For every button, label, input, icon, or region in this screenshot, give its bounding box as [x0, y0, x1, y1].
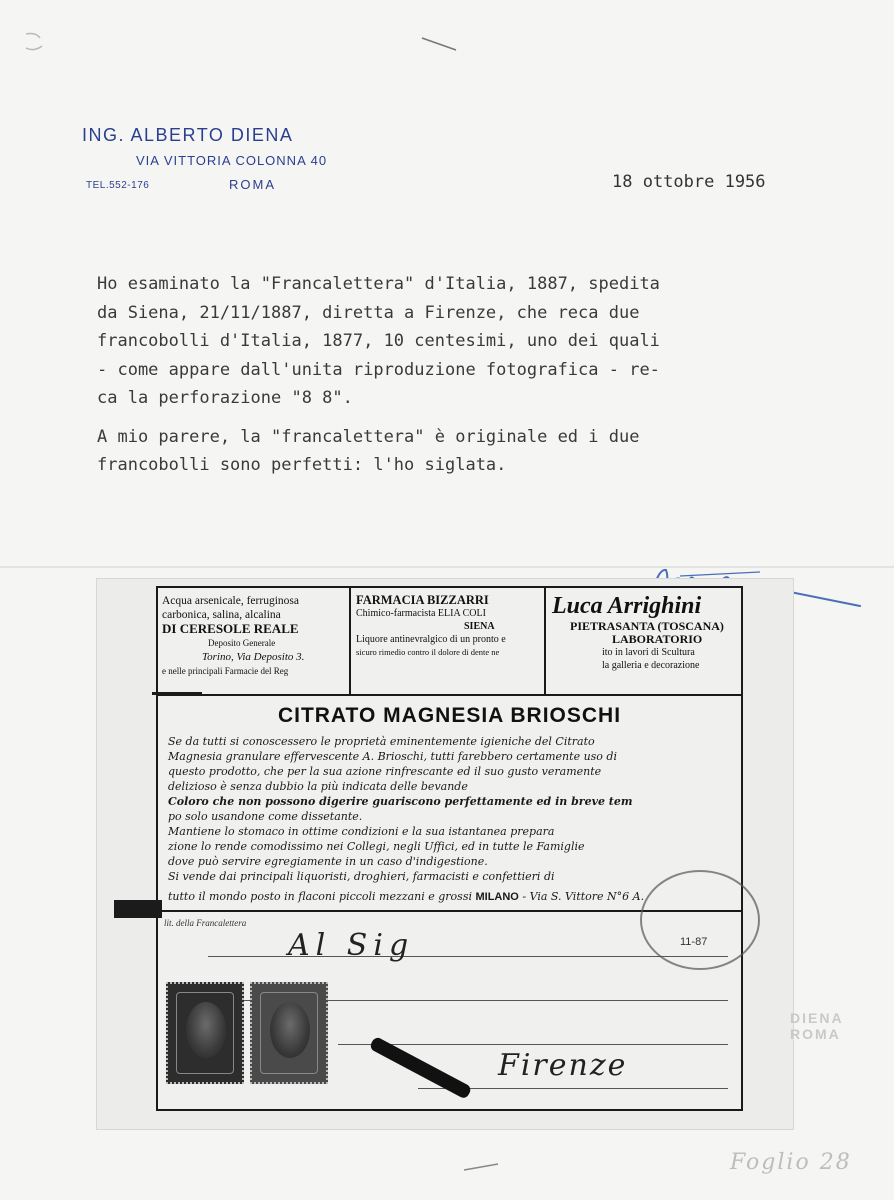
ad-line: Magnesia granulare effervescente A. Brioschi, tutti farebbero certamente uso di — [168, 750, 617, 763]
ad-bizzarri — [351, 588, 546, 694]
ad-line: la galleria e decorazione — [602, 660, 700, 671]
addressee: Al Sig — [288, 928, 415, 963]
ad-line: FARMACIA BIZZARRI — [356, 593, 489, 607]
ad-line: Liquore antinevralgico di un pronto e — [356, 634, 506, 645]
ad-footer-text: tutto il mondo posto in flaconi piccoli mezzani e grossi — [168, 890, 472, 903]
ad-line: Chimico-farmacista ELIA COLI — [356, 608, 486, 619]
text-line: ca la perforazione "8 8". — [97, 388, 353, 408]
pencil-dash-icon — [420, 34, 460, 54]
text-line: A mio parere, la "francalettera" è originale ed i due — [97, 426, 640, 447]
ad-line: DI CERESOLE REALE — [162, 621, 299, 636]
text-line: francobolli d'Italia, 1877, 10 centesimi, uno dei quali — [97, 331, 660, 351]
pencil-dash-icon — [462, 1160, 502, 1176]
letterhead-city: ROMA — [229, 177, 276, 192]
ad-line: Mantiene lo stomaco in ottime condizioni e la sua istantanea prepara — [168, 825, 555, 838]
ad-footer-brand: MILANO — [475, 891, 519, 903]
ad-line: po solo usandone come dissetante. — [168, 810, 363, 823]
letterhead-address: VIA VITTORIA COLONNA 40 — [136, 153, 328, 168]
paragraph-1 — [97, 270, 817, 413]
postmark-date: 11-87 — [680, 936, 708, 948]
text-line: - come appare dall'unita riproduzione fotografica - re- — [97, 359, 660, 380]
ad-line: delizioso è senza dubbio la più indicata delle bevande — [168, 780, 468, 793]
postmark-icon — [640, 870, 760, 970]
paragraph-2 — [97, 423, 817, 480]
ad-line: Acqua arsenicale, ferruginosa — [162, 595, 299, 607]
corner-mark-icon — [22, 30, 46, 54]
ad-footer-addr: - Via S. Vittore N°6 A. — [522, 890, 645, 903]
ad-line: Luca Arrighini — [552, 593, 702, 619]
stamp-10-centesimi-perforated — [250, 982, 328, 1084]
ad-line: Si vende dai principali liquoristi, droghieri, farmacisti e confettieri di — [168, 870, 555, 883]
brioschi-title: CITRATO MAGNESIA BRIOSCHI — [277, 704, 622, 727]
letterhead-name: ING. ALBERTO DIENA — [82, 125, 294, 145]
address-line — [208, 956, 728, 957]
ad-line: Coloro che non possono digerire guariscono perfettamente ed in breve tem — [168, 795, 633, 808]
ad-ceresole — [158, 588, 351, 694]
ad-arrighini — [546, 588, 741, 694]
ad-line: SIENA — [464, 621, 495, 632]
ad-line: e nelle principali Farmacie del Reg — [162, 666, 289, 676]
ad-line: dove può servire egregiamente in un caso d'indigestione. — [168, 855, 488, 868]
ad-line: PIETRASANTA (TOSCANA) — [570, 619, 724, 633]
ad-line: sicuro rimedio contro il dolore di dente ne — [356, 647, 500, 657]
printer-imprint: lit. della Francalettera — [164, 918, 247, 928]
document-date: 18 ottobre 1956 — [612, 172, 766, 192]
ink-smudge — [114, 900, 162, 918]
king-portrait-icon — [186, 1002, 226, 1058]
ink-smudge — [152, 692, 202, 695]
ad-line: LABORATORIO — [612, 632, 703, 646]
faint-diena-stamp: DIENA ROMA — [790, 1010, 844, 1042]
certificate-text — [97, 270, 817, 480]
ad-line: Deposito Generale — [208, 638, 276, 648]
king-portrait-icon — [270, 1002, 310, 1058]
francalettera — [156, 586, 743, 1111]
text-line: da Siena, 21/11/1887, diretta a Firenze, che reca due — [97, 302, 640, 323]
ad-line: Torino, Via Deposito 3. — [202, 651, 305, 663]
stamp-10-centesimi — [166, 982, 244, 1084]
top-ads — [158, 588, 741, 696]
ad-line: carbonica, salina, alcalina — [162, 609, 281, 621]
pencil-note: Foglio 28 — [730, 1150, 852, 1175]
brioschi-ad — [158, 698, 741, 912]
ad-line: Se da tutti si conoscessero le proprietà eminentemente igieniche del Citrato — [168, 735, 595, 748]
letterhead-tel: TEL.552-176 — [86, 180, 150, 191]
ad-line: zione lo rende comodissimo nei Collegi, negli Uffici, ed in tutte le Famiglie — [168, 840, 585, 853]
address-line — [338, 1044, 728, 1045]
text-line: francobolli sono perfetti: l'ho siglata. — [97, 455, 507, 475]
text-line: Ho esaminato la "Francalettera" d'Italia, 1887, spedita — [97, 274, 660, 294]
ad-line: ito in lavori di Scultura — [602, 647, 695, 658]
brioschi-body — [168, 734, 733, 884]
ad-line: questo prodotto, che per la sua azione rinfrescante ed il suo gusto veramente — [168, 765, 602, 778]
destination: Firenze — [498, 1048, 628, 1083]
